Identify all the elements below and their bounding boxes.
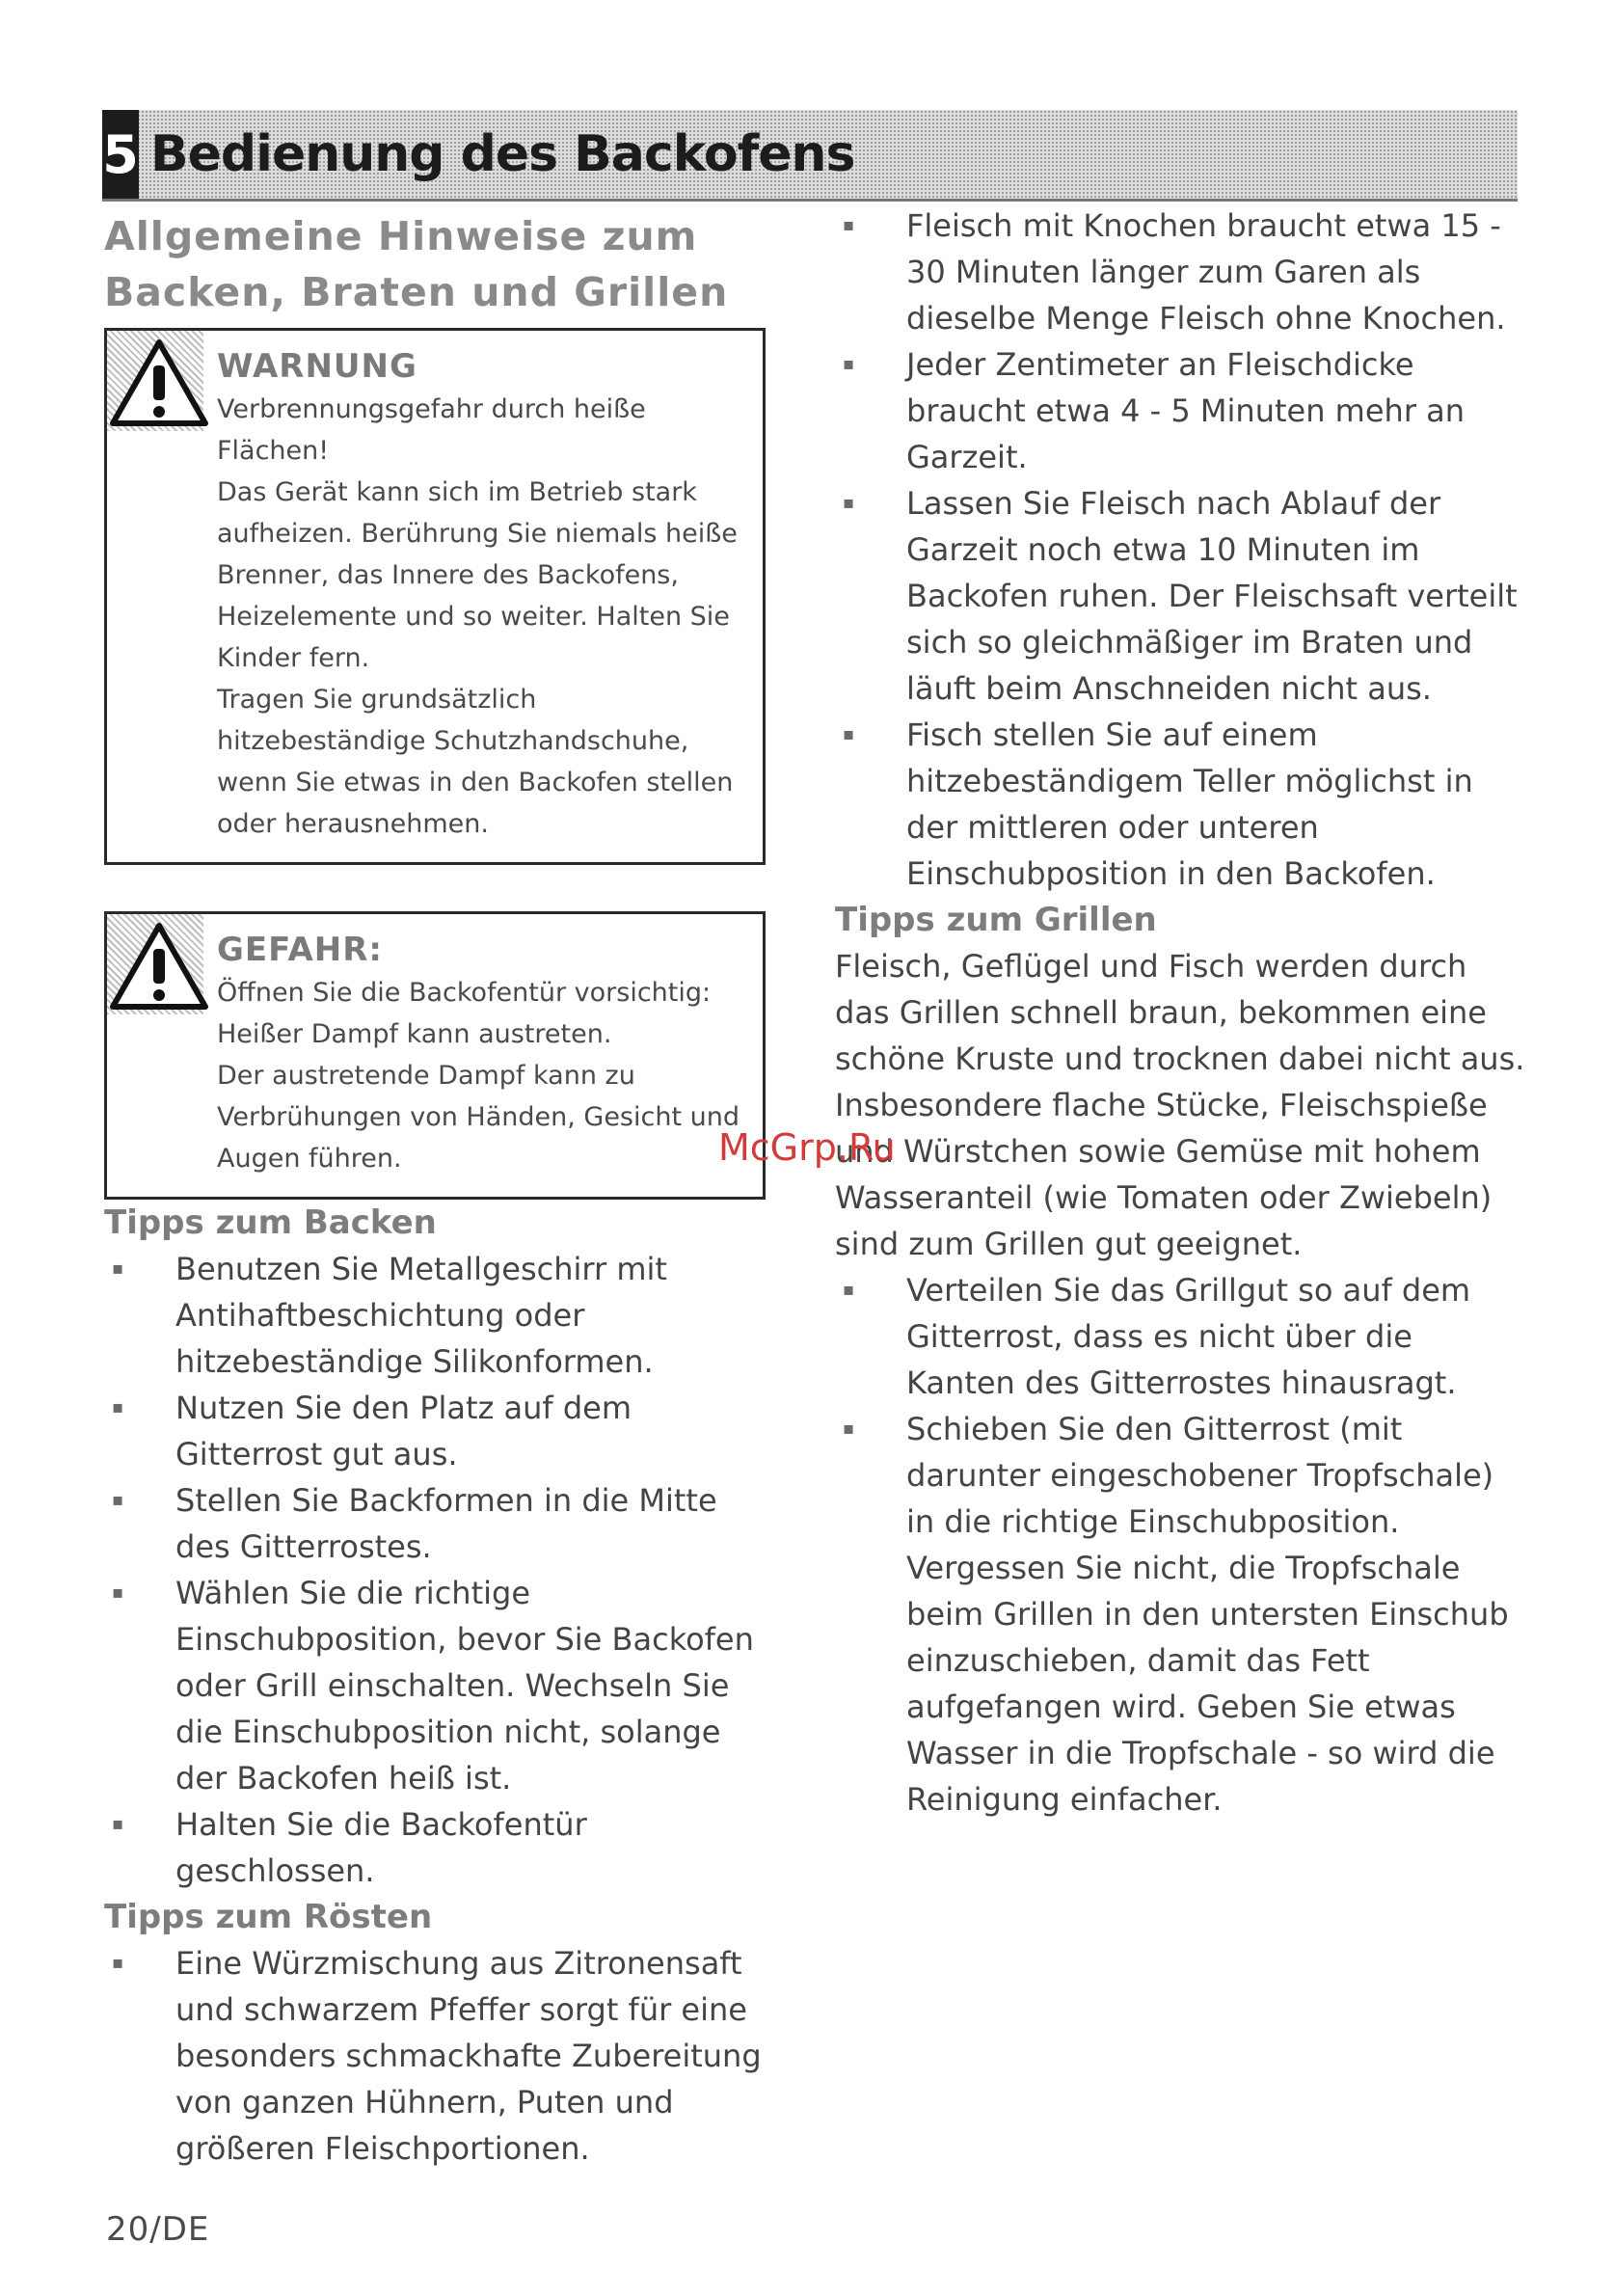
- roasting-tips-list: [104, 1940, 779, 2172]
- list-item: ▪ Nutzen Sie den Platz auf dem Gitterrost gut aus.: [104, 1385, 779, 1477]
- chapter-header: [102, 110, 1518, 202]
- section-title-line1: Allgemeine Hinweise zum: [104, 213, 698, 259]
- danger-box: [104, 911, 766, 1200]
- grilling-intro: Fleisch, Geflügel und Fisch werden durch das Grillen schnell braun, bekommen eine schöne Kruste und trocknen dabei nicht aus. Insbesondere flache Stücke, Fleischspieße und Würstchen sowie Gemüse mit hohem Wasseranteil (wie Tomaten oder Zwiebeln) sind zum Grillen gut geeignet.: [835, 948, 1525, 1262]
- danger-title: GEFAHR:: [217, 931, 384, 969]
- grilling-tips-list: [835, 1267, 1529, 1823]
- warning-line: Verbrennungsgefahr durch heiße Flächen!: [217, 394, 646, 466]
- list-item: ▪ Lassen Sie Fleisch nach Ablauf der Garzeit noch etwa 10 Minuten im Backofen ruhen. Der Fleischsaft verteilt sich so gleichmäßiger im Braten und läuft beim Anschneiden nicht aus.: [835, 480, 1529, 712]
- list-item: ▪ Eine Würzmischung aus Zitronensaft und schwarzem Pfeffer sorgt für eine besonders schmackhafte Zubereitung von ganzen Hühnern, Puten und größeren Fleischportionen.: [104, 1940, 779, 2172]
- warning-triangle-icon: [109, 337, 209, 429]
- watermark: McGrp.Ru: [718, 1126, 896, 1169]
- chapter-number: 5: [102, 110, 139, 199]
- warning-line: Das Gerät kann sich im Betrieb stark aufheizen. Berührung Sie niemals heiße Brenner, das Innere des Backofens, Heizelemente und so weiter. Halten Sie Kinder fern.: [217, 477, 738, 673]
- list-item: ▪ Stellen Sie Backformen in die Mitte des Gitterrostes.: [104, 1477, 779, 1570]
- list-item: ▪ Halten Sie die Backofentür geschlossen.: [104, 1801, 779, 1894]
- list-item: ▪ Fisch stellen Sie auf einem hitzebeständigem Teller möglichst in der mittleren oder unteren Einschubposition in den Backofen.: [835, 712, 1529, 897]
- list-item: ▪ Benutzen Sie Metallgeschirr mit Antihaftbeschichtung oder hitzebeständige Silikonformen.: [104, 1246, 779, 1385]
- list-item: ▪ Fleisch mit Knochen braucht etwa 15 - 30 Minuten länger zum Garen als dieselbe Menge Fleisch ohne Knochen.: [835, 203, 1529, 341]
- list-item: ▪ Jeder Zentimeter an Fleischdicke braucht etwa 4 - 5 Minuten mehr an Garzeit.: [835, 341, 1529, 480]
- warning-triangle-icon: [109, 920, 209, 1013]
- roasting-tips-list-continued: [835, 203, 1529, 897]
- section-title: [104, 208, 779, 320]
- baking-tips-title: Tipps zum Backen: [104, 1203, 437, 1242]
- page-number: 20/DE: [106, 2210, 210, 2249]
- section-title-line2: Backen, Braten und Grillen: [104, 269, 729, 315]
- grilling-tips-title: Tipps zum Grillen: [835, 901, 1157, 939]
- list-item: ▪ Verteilen Sie das Grillgut so auf dem Gitterrost, dass es nicht über die Kanten des Gitterrostes hinausragt.: [835, 1267, 1529, 1406]
- list-item: ▪ Wählen Sie die richtige Einschubposition, bevor Sie Backofen oder Grill einschalten. Wechseln Sie die Einschubposition nicht, solange der Backofen heiß ist.: [104, 1570, 779, 1801]
- baking-tips-list: [104, 1246, 779, 1894]
- left-column: [104, 203, 779, 2172]
- warning-title: WARNUNG: [217, 347, 417, 386]
- warning-line: Tragen Sie grundsätzlich hitzebeständige Schutzhandschuhe, wenn Sie etwas in den Backofen stellen oder herausnehmen.: [217, 685, 734, 839]
- right-column: [835, 203, 1529, 1823]
- roasting-tips-title: Tipps zum Rösten: [104, 1898, 433, 1936]
- danger-line: Der austretende Dampf kann zu Verbrühungen von Händen, Gesicht und Augen führen.: [217, 1061, 740, 1174]
- danger-line: Öffnen Sie die Backofentür vorsichtig: Heißer Dampf kann austreten.: [217, 978, 712, 1049]
- list-item: ▪ Schieben Sie den Gitterrost (mit darunter eingeschobener Tropfschale) in die richtige Einschubposition. Vergessen Sie nicht, die Tropfschale beim Grillen in den untersten Einschub einzuschieben, damit das Fett aufgefangen wird. Geben Sie etwas Wasser in die Tropfschale - so wird die Reinigung einfacher.: [835, 1406, 1529, 1823]
- warning-box: [104, 328, 766, 865]
- chapter-title: Bedienung des Backofens: [150, 125, 855, 183]
